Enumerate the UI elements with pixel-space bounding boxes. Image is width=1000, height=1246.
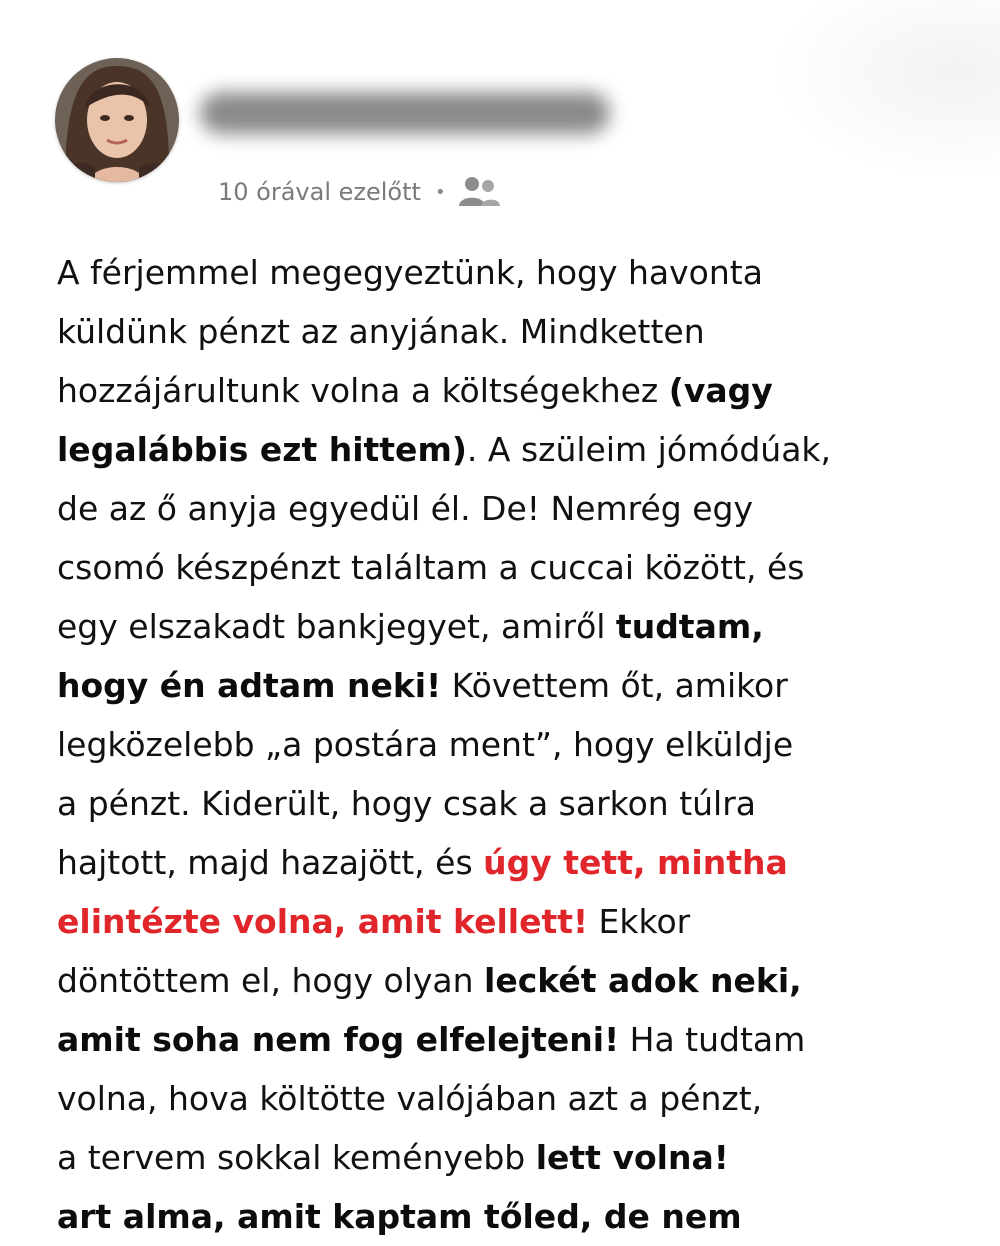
highlighted-text: elintézte volna, amit kellett! xyxy=(57,902,589,941)
profile-photo-icon xyxy=(55,58,179,182)
text-segment: küldünk pénzt az anyjának. Mindketten xyxy=(57,312,705,351)
post-text-line xyxy=(57,302,957,361)
bold-text: legalábbis ezt hittem) xyxy=(57,430,467,469)
text-segment: . A szüleim jómódúak, xyxy=(466,430,832,469)
highlighted-text: úgy tett, mintha xyxy=(483,843,788,882)
post-text xyxy=(57,243,957,1246)
background-shadow xyxy=(770,0,1000,180)
bold-text: lett volna! xyxy=(535,1138,729,1177)
text-segment: Ha tudtam xyxy=(619,1020,806,1059)
post-text-line xyxy=(57,479,957,538)
text-segment: legközelebb „a postára ment”, hogy elküldje xyxy=(57,725,794,764)
text-segment: egy elszakadt bankjegyet, amiről xyxy=(57,607,616,646)
text-segment: volna, hova költötte valójában azt a pénzt, xyxy=(57,1079,763,1118)
text-segment: A férjemmel megegyeztünk, hogy havonta xyxy=(57,253,763,292)
bold-text: amit soha nem fog elfelejteni! xyxy=(57,1020,620,1059)
post-text-line xyxy=(57,243,957,302)
username-blurred xyxy=(200,92,610,134)
bold-text: leckét adok neki, xyxy=(484,961,802,1000)
text-segment: hajtott, majd hazajött, és xyxy=(57,843,484,882)
post-text-line xyxy=(57,1069,957,1128)
text-segment: a pénzt. Kiderült, hogy csak a sarkon túlra xyxy=(57,784,757,823)
text-segment: Ekkor xyxy=(588,902,691,941)
text-segment: de az ő anyja egyedül él. De! Nemrég egy xyxy=(57,489,753,528)
post-text-line xyxy=(57,715,957,774)
post-time[interactable]: 10 órával ezelőtt xyxy=(218,178,421,206)
text-segment: csomó készpénzt találtam a cuccai között, és xyxy=(57,548,805,587)
post-text-line xyxy=(57,892,957,951)
post-text-line xyxy=(57,538,957,597)
post-text-line xyxy=(57,361,957,420)
post-meta xyxy=(218,172,502,212)
text-segment: hozzájárultunk volna a költségekhez xyxy=(57,371,669,410)
text-segment: Követtem őt, amikor xyxy=(441,666,788,705)
post-text-line xyxy=(57,951,957,1010)
post-text-line xyxy=(57,420,957,479)
bold-text: art alma, amit kaptam tőled, de nem xyxy=(57,1197,742,1236)
bold-text: hogy én adtam neki! xyxy=(57,666,442,705)
post-text-line xyxy=(57,1128,957,1187)
post-text-line xyxy=(57,833,957,892)
bold-text: tudtam, xyxy=(615,607,764,646)
post-text-line xyxy=(57,656,957,715)
text-segment: döntöttem el, hogy olyan xyxy=(57,961,485,1000)
post-text-line xyxy=(57,1187,957,1246)
post-text-line xyxy=(57,597,957,656)
meta-separator: • xyxy=(434,181,446,203)
avatar[interactable] xyxy=(55,58,179,182)
text-segment: a tervem sokkal keményebb xyxy=(57,1138,536,1177)
post-text-line xyxy=(57,774,957,833)
post-text-line xyxy=(57,1010,957,1069)
friends-icon[interactable] xyxy=(456,174,502,210)
bold-text: (vagy xyxy=(668,371,773,410)
